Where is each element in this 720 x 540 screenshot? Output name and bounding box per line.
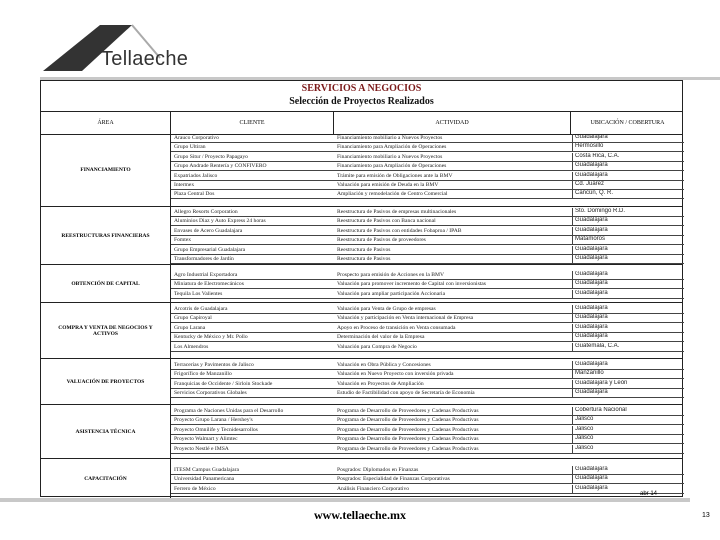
tellaeche-logo — [0, 0, 240, 80]
location-cell: Guadalajara — [572, 255, 685, 263]
area-group — [41, 265, 682, 303]
table-row — [171, 389, 684, 398]
client-cell: ITESM Campus Guadalajara — [174, 467, 239, 473]
client-cell: Aluminios Diaz y Auto Express 24 horas — [174, 218, 266, 225]
activity-cell: Reestructura de Pasivos con Banca nacional — [337, 218, 436, 225]
header-activity: ACTIVIDAD — [334, 112, 571, 134]
activity-cell: Financiamiento para Ampliación de Operaciones — [337, 144, 447, 151]
activity-cell: Reestructura de Pasivos — [337, 246, 391, 253]
table-row — [171, 172, 684, 181]
footer-divider — [0, 498, 690, 502]
location-cell: Jalisco — [572, 426, 685, 434]
location-cell: Sto. Domingo R.D. — [572, 208, 685, 216]
header-location: UBICACIÓN / COBERTURA — [590, 119, 665, 126]
table-row — [171, 217, 684, 226]
location-cell: Guadalajara — [572, 227, 685, 235]
area-group — [41, 303, 682, 359]
table-row — [171, 475, 684, 484]
client-cell: Fomtex — [174, 237, 192, 244]
location-cell: Guadalajara — [572, 333, 685, 341]
area-label: COMPRA Y VENTA DE NEGOCIOS Y ACTIVOS — [41, 303, 171, 358]
client-cell: Grupo Situr / Proyecto Papagayo — [174, 153, 248, 160]
table-row — [171, 246, 684, 255]
activity-cell: Programa de Desarrollo de Proveedores y Cadenas Productivas — [337, 436, 479, 443]
activity-cell: Valuación para Compra de Negocio — [337, 343, 417, 350]
area-label: ASISTENCIA TÉCNICA — [41, 405, 171, 458]
location-cell: Guadalajara — [572, 324, 685, 332]
header-client: CLIENTE — [171, 112, 334, 134]
activity-cell: Valuación para promover incremento de Capital con inversionistas — [337, 281, 486, 288]
area-group — [41, 133, 682, 207]
client-cell: Los Almendros — [174, 343, 209, 350]
table-row — [171, 435, 684, 444]
website-url: www.tellaeche.mx — [314, 508, 406, 522]
table-row — [171, 324, 684, 333]
activity-cell: Valuación en Obra Pública y Concesiones — [337, 362, 431, 368]
table-row — [171, 280, 684, 289]
activity-cell: Análisis Financiero Corporativo — [337, 485, 410, 492]
table-row — [171, 485, 684, 494]
client-cell: Grupo Empresarial Guadalajara — [174, 246, 246, 253]
client-cell: Allegro Resorts Corporation — [174, 209, 238, 215]
table-row — [171, 190, 684, 199]
projects-sheet — [40, 80, 683, 497]
client-cell: Transformadores de Jardín — [174, 256, 234, 262]
location-cell: Guadalajara — [572, 290, 685, 298]
location-cell: Manzanillo — [572, 370, 685, 378]
location-cell: Guadalajara — [572, 314, 685, 322]
activity-cell: Estudio de Factibilidad con apoyo de Secretaría de Economía — [337, 390, 475, 397]
client-cell: Miniatura de Electromecánicos — [174, 281, 244, 288]
table-row — [171, 134, 684, 143]
activity-cell: Programa de Desarrollo de Proveedores y Cadenas Productivas — [337, 445, 479, 452]
area-label: OBTENCIÓN DE CAPITAL — [41, 265, 171, 302]
activity-cell: Valuación en Nuevo Proyecto con inversión privada — [337, 371, 454, 378]
activity-cell: Financiamiento mobiliario a Nuevos Proyectos — [337, 135, 443, 141]
table-row — [171, 305, 684, 314]
client-cell: Grupo Larana — [174, 324, 206, 331]
table-row — [171, 162, 684, 171]
location-cell: Guadalajara — [572, 162, 685, 170]
location-cell: Jalisco — [572, 416, 685, 424]
location-cell: Guadalajara — [572, 280, 685, 288]
area-group — [41, 207, 682, 265]
client-cell: Proyecto Grupo Larana / Hershey's — [174, 417, 253, 424]
location-cell: Cobertura Nacional — [572, 407, 685, 415]
table-row — [171, 426, 684, 435]
area-label: REESTRUCTURAS FINANCIERAS — [41, 207, 171, 264]
location-cell: Guadalajara — [572, 271, 685, 279]
activity-cell: Trámite para emisión de Obligaciones ante la BMV — [337, 172, 453, 179]
table-row — [171, 181, 684, 190]
area-group — [41, 459, 682, 498]
location-cell: Jalisco — [572, 435, 685, 443]
activity-cell: Reestructura de Pasivos de proveedores — [337, 237, 426, 244]
table-row — [171, 153, 684, 162]
client-cell: Grupo Capiroyal — [174, 315, 212, 322]
client-cell: Grupo Andrade Rentería y CONFIVERO — [174, 163, 267, 170]
activity-cell: Ampliación y remodelación de Centro Comercial — [337, 191, 448, 198]
sheet-date: abr 14 — [640, 491, 658, 497]
client-cell: Expatriados Jalisco — [174, 172, 218, 179]
table-row — [171, 466, 684, 475]
client-cell: Plaza Central Dos — [174, 191, 215, 198]
table-row — [171, 227, 684, 236]
activity-cell: Reestructura de Pasivos — [337, 256, 391, 262]
activity-cell: Programa de Desarrollo de Proveedores y Cadenas Productivas — [337, 426, 479, 433]
client-cell: Servicios Corporativos Globales — [174, 390, 247, 397]
table-row — [171, 380, 684, 389]
activity-cell: Posgrados: Especialidad de Finanzas Corporativas — [337, 476, 450, 483]
client-cell: Universidad Panamericana — [174, 476, 235, 483]
table-row — [171, 314, 684, 323]
table-row — [171, 370, 684, 379]
client-cell: Proyecto Nestlé e IMSA — [174, 445, 229, 452]
activity-cell: Posgrados: Diplomados en Finanzas — [337, 467, 419, 473]
header-area: ÁREA — [41, 112, 171, 134]
table-row — [171, 445, 684, 454]
client-cell: Proyecto Walmart y Alimtec — [174, 436, 238, 443]
client-cell: Envases de Acero Guadalajara — [174, 227, 243, 234]
table-row — [171, 290, 684, 299]
client-cell: Agro Industrial Exportadora — [174, 272, 238, 278]
location-cell: Guadalajara — [572, 485, 685, 493]
activity-cell: Programa de Desarrollo de Proveedores y Cadenas Productivas — [337, 408, 479, 414]
activity-cell: Programa de Desarrollo de Proveedores y Cadenas Productivas — [337, 417, 479, 424]
client-cell: Ferrero de México — [174, 485, 216, 492]
area-label: VALUACIÓN DE PROYECTOS — [41, 359, 171, 404]
table-row — [171, 255, 684, 264]
location-cell: Guadalajara — [572, 172, 685, 180]
area-label: FINANCIAMIENTO — [41, 133, 171, 206]
location-cell: Guadalajara — [572, 305, 685, 313]
location-cell: Hermosillo — [572, 143, 685, 151]
location-cell: Guadalajara — [572, 361, 685, 369]
activity-cell: Valuación para ampliar participación Accionaria — [337, 290, 446, 297]
location-cell: Guadalajara — [572, 466, 685, 474]
activity-cell: Valuación para emisión de Deuda en la BMV — [337, 182, 439, 188]
location-cell: Guadalajara y León — [572, 380, 685, 388]
client-cell: Terracerías y Pavimentos de Jalisco — [174, 362, 254, 368]
table-row — [171, 361, 684, 370]
table-row — [171, 208, 684, 217]
area-label: CAPACITACIÓN — [41, 459, 171, 498]
client-cell: Kentucky de México y Mr. Pollo — [174, 334, 248, 341]
location-cell: Jalisco — [572, 445, 685, 453]
table-row — [171, 271, 684, 280]
activity-cell: Valuación y participación en Venta internacional de Empresa — [337, 315, 474, 322]
sheet-subtitle: Selección de Proyectos Realizados — [289, 96, 434, 107]
location-cell: Cancún, Q. R. — [572, 190, 685, 198]
client-cell: Programa de Naciones Unidas para el Desarrollo — [174, 408, 284, 414]
activity-cell: Reestructura de Pasivos de empresas multinacionales — [337, 209, 457, 215]
location-cell: Matamoros — [572, 236, 685, 244]
client-cell: Arauco Corporativo — [174, 135, 219, 141]
location-cell: Guatemala, C.A. — [572, 343, 685, 351]
client-cell: Intermex — [174, 182, 195, 188]
client-cell: Arcotris de Guadalajara — [174, 306, 228, 312]
activity-cell: Apoyo en Proceso de transición en Venta consumada — [337, 324, 456, 331]
location-cell: Guadalajara — [572, 246, 685, 254]
table-row — [171, 407, 684, 416]
location-cell: Cd. Juárez — [572, 181, 685, 189]
sheet-title: SERVICIOS A NEGOCIOS — [301, 83, 422, 94]
activity-cell: Valuación para Venta de Grupo de empresas — [337, 306, 436, 312]
activity-cell: Reestructura de Pasivos con entidades Fobaproa / IPAB — [337, 227, 462, 234]
client-cell: Franquicias de Occidente / Sirloin Stockade — [174, 380, 273, 387]
table-row — [171, 143, 684, 152]
area-group — [41, 359, 682, 405]
activity-cell: Determinación del valor de la Empresa — [337, 334, 425, 341]
table-row — [171, 236, 684, 245]
client-cell: Frigorífico de Manzanillo — [174, 371, 232, 378]
activity-cell: Financiamiento mobiliario a Nuevos Proyectos — [337, 153, 443, 160]
activity-cell: Valuación en Proyectos de Ampliación — [337, 380, 424, 387]
location-cell: Guadalajara — [572, 217, 685, 225]
logo-text: Tellaeche — [101, 48, 189, 70]
location-cell: Costa Rica, C.A. — [572, 153, 685, 161]
location-cell: Guadalajara — [572, 134, 685, 142]
location-cell: Guadalajara — [572, 389, 685, 397]
client-cell: Proyecto Omnilife y Tecnidesarrollos — [174, 426, 258, 433]
client-cell: Tequila Los Valientes — [174, 290, 223, 297]
page-number: 13 — [702, 512, 710, 519]
table-row — [171, 416, 684, 425]
area-group — [41, 405, 682, 459]
client-cell: Grupo Ultiran — [174, 144, 206, 151]
activity-cell: Financiamiento para Ampliación de Operaciones — [337, 163, 447, 170]
table-row — [171, 343, 684, 352]
location-cell: Guadalajara — [572, 475, 685, 483]
activity-cell: Prospecto para emisión de Acciones en la BMV — [337, 272, 445, 278]
column-headers — [41, 111, 682, 135]
table-row — [171, 333, 684, 342]
